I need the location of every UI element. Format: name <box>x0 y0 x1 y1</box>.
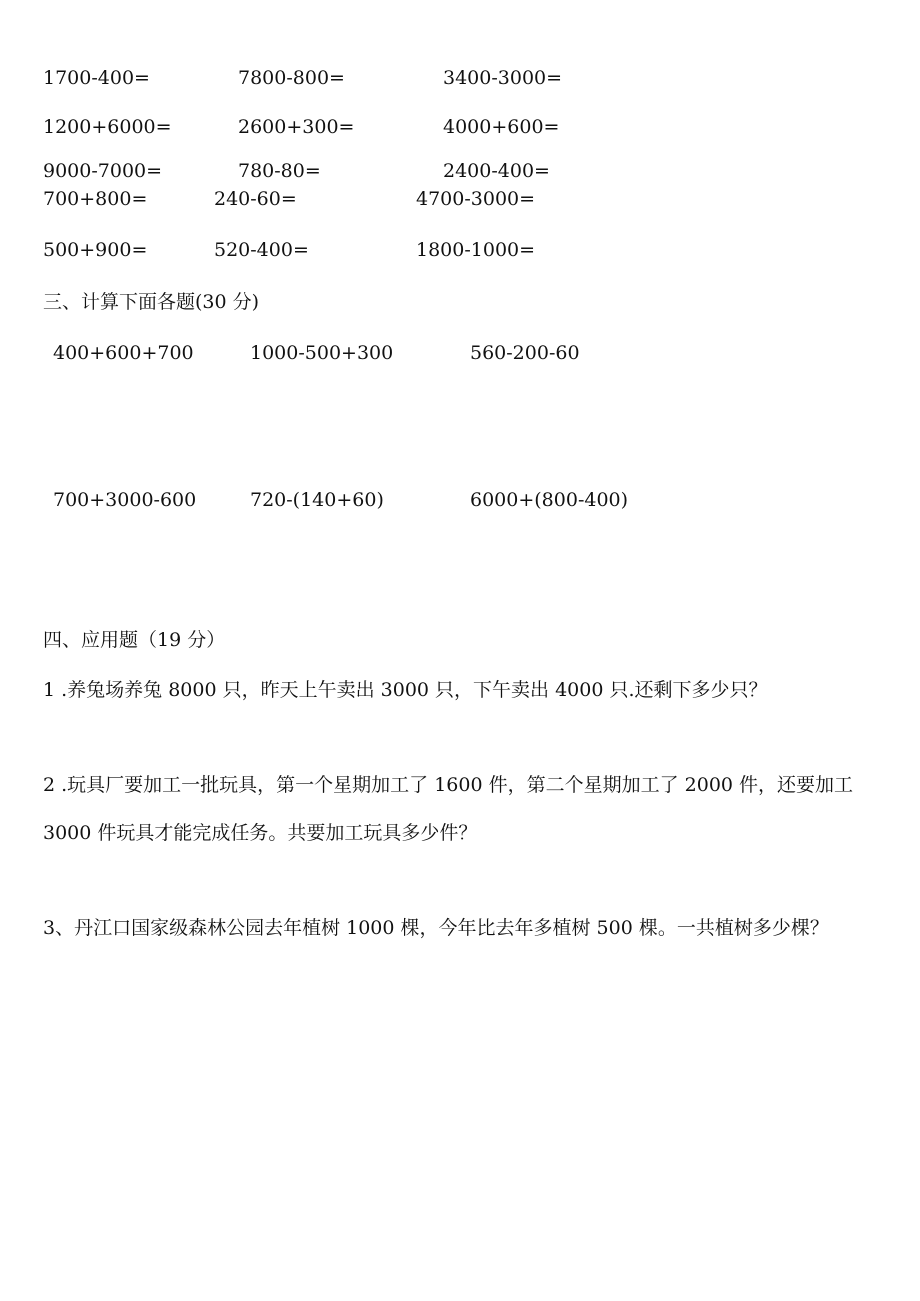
section-heading: 四、应用题（19 分） <box>43 629 226 651</box>
exercise: 400+600+700 <box>53 342 194 364</box>
exercise: 780-80= <box>238 160 321 182</box>
word-problem-2: 2 .玩具厂要加工一批玩具，第一个星期加工了 1600 件，第二个星期加工了 2000 件，还要加工 3000 件玩具才能完成任务。共要加工玩具多少件？ <box>43 774 854 844</box>
exercise: 4000+600= <box>443 116 560 138</box>
word-problem-1: 1 .养兔场养兔 8000 只，昨天上午卖出 3000 只，下午卖出 4000 只.还剩下多少只？ <box>43 679 768 701</box>
exercise: 9000-7000= <box>43 160 163 182</box>
exercise: 2600+300= <box>238 116 355 138</box>
exercise: 240-60= <box>214 188 297 210</box>
exercise: 560-200-60 <box>470 342 580 364</box>
exercise: 1700-400= <box>43 67 150 89</box>
exercise: 1200+6000= <box>43 116 172 138</box>
section-heading: 三、计算下面各题(30 分) <box>43 291 260 313</box>
exercise: 3400-3000= <box>443 67 563 89</box>
exercise: 700+800= <box>43 188 148 210</box>
exercise: 720-(140+60) <box>250 489 384 511</box>
exercise: 700+3000-600 <box>53 489 197 511</box>
exercise: 4700-3000= <box>416 188 536 210</box>
exercise: 7800-800= <box>238 67 345 89</box>
exercise: 500+900= <box>43 239 148 261</box>
word-problem-3: 3、丹江口国家级森林公园去年植树 1000 棵，今年比去年多植树 500 棵。一共植树多少棵？ <box>43 917 829 939</box>
exercise: 520-400= <box>214 239 309 261</box>
exercise: 1000-500+300 <box>250 342 394 364</box>
exercise: 1800-1000= <box>416 239 536 261</box>
exercise: 2400-400= <box>443 160 550 182</box>
exercise: 6000+(800-400) <box>470 489 629 511</box>
